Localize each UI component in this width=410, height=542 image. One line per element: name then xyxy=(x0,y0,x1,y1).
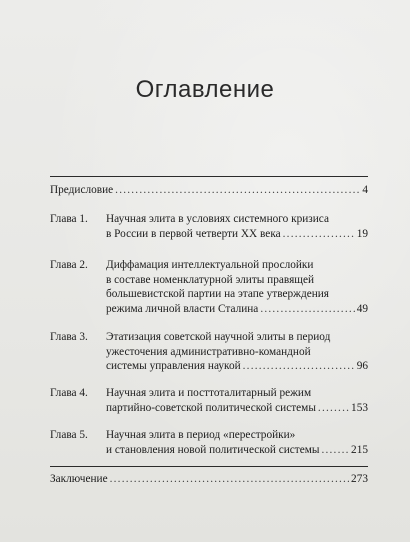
toc-page-number: 273 xyxy=(351,473,368,485)
leader-dots xyxy=(243,359,355,374)
toc-entry-title-line: системы управления наукой xyxy=(106,360,241,373)
toc-page-number: 19 xyxy=(356,227,368,240)
toc-page-number: 96 xyxy=(356,360,368,373)
leader-dots xyxy=(110,472,349,487)
toc-entry-chapter-3[interactable] xyxy=(50,330,368,374)
chapter-number: Глава 5. xyxy=(50,429,88,441)
toc-entry-title: Заключение xyxy=(50,473,108,485)
toc-entry-title-line: Научная элита в условиях системного кризиса xyxy=(106,213,329,225)
toc-entry-title-line: Этатизация советской научной элиты в период xyxy=(106,331,331,343)
toc-entry-title-line: Диффамация интеллектуальной прослойки xyxy=(106,259,314,271)
chapter-number: Глава 4. xyxy=(50,387,88,399)
toc-entry-title-line: ужесточения административно-командной xyxy=(106,345,311,358)
toc-bottom-divider xyxy=(50,466,368,467)
toc-entry-title-line: Научная элита в период «перестройки» xyxy=(106,429,296,441)
toc-entry-preface[interactable] xyxy=(50,183,368,198)
toc-entry-title: Предисловие xyxy=(50,184,114,196)
toc-entry-conclusion[interactable] xyxy=(50,472,368,487)
toc-top-divider xyxy=(50,176,368,177)
leader-dots xyxy=(260,302,354,317)
toc-entry-title-line: в составе номенклатурной элиты правящей xyxy=(106,273,315,286)
toc-page-number: 49 xyxy=(356,302,368,315)
toc-entry-title-line: Научная элита и посттоталитарный режим xyxy=(106,387,312,399)
toc-entry-chapter-2[interactable] xyxy=(50,258,368,316)
toc-page-number: 153 xyxy=(351,401,368,414)
toc-entry-title-line: партийно-советской политической системы xyxy=(106,401,316,414)
leader-dots xyxy=(283,227,355,242)
toc-entry-chapter-1[interactable] xyxy=(50,212,368,241)
toc-entry-chapter-5[interactable] xyxy=(50,428,368,457)
toc-page-number: 4 xyxy=(362,184,368,196)
leader-dots xyxy=(318,401,349,416)
toc-entry-chapter-4[interactable] xyxy=(50,386,368,415)
page-title: Оглавление xyxy=(135,76,275,103)
toc-entry-title-line: режима личной власти Сталина xyxy=(106,302,259,315)
chapter-number: Глава 3. xyxy=(50,331,88,343)
toc-page-number: 215 xyxy=(351,443,368,456)
toc-entry-title-line: и становления новой политической системы xyxy=(106,443,320,456)
chapter-number: Глава 1. xyxy=(50,213,88,225)
leader-dots xyxy=(115,183,360,198)
toc-entry-title-line: в России в первой четверти XX века xyxy=(106,227,281,240)
leader-dots xyxy=(321,443,349,458)
toc-entry-title-line: большевистской партии на этапе утверждения xyxy=(106,288,330,301)
chapter-number: Глава 2. xyxy=(50,259,88,271)
